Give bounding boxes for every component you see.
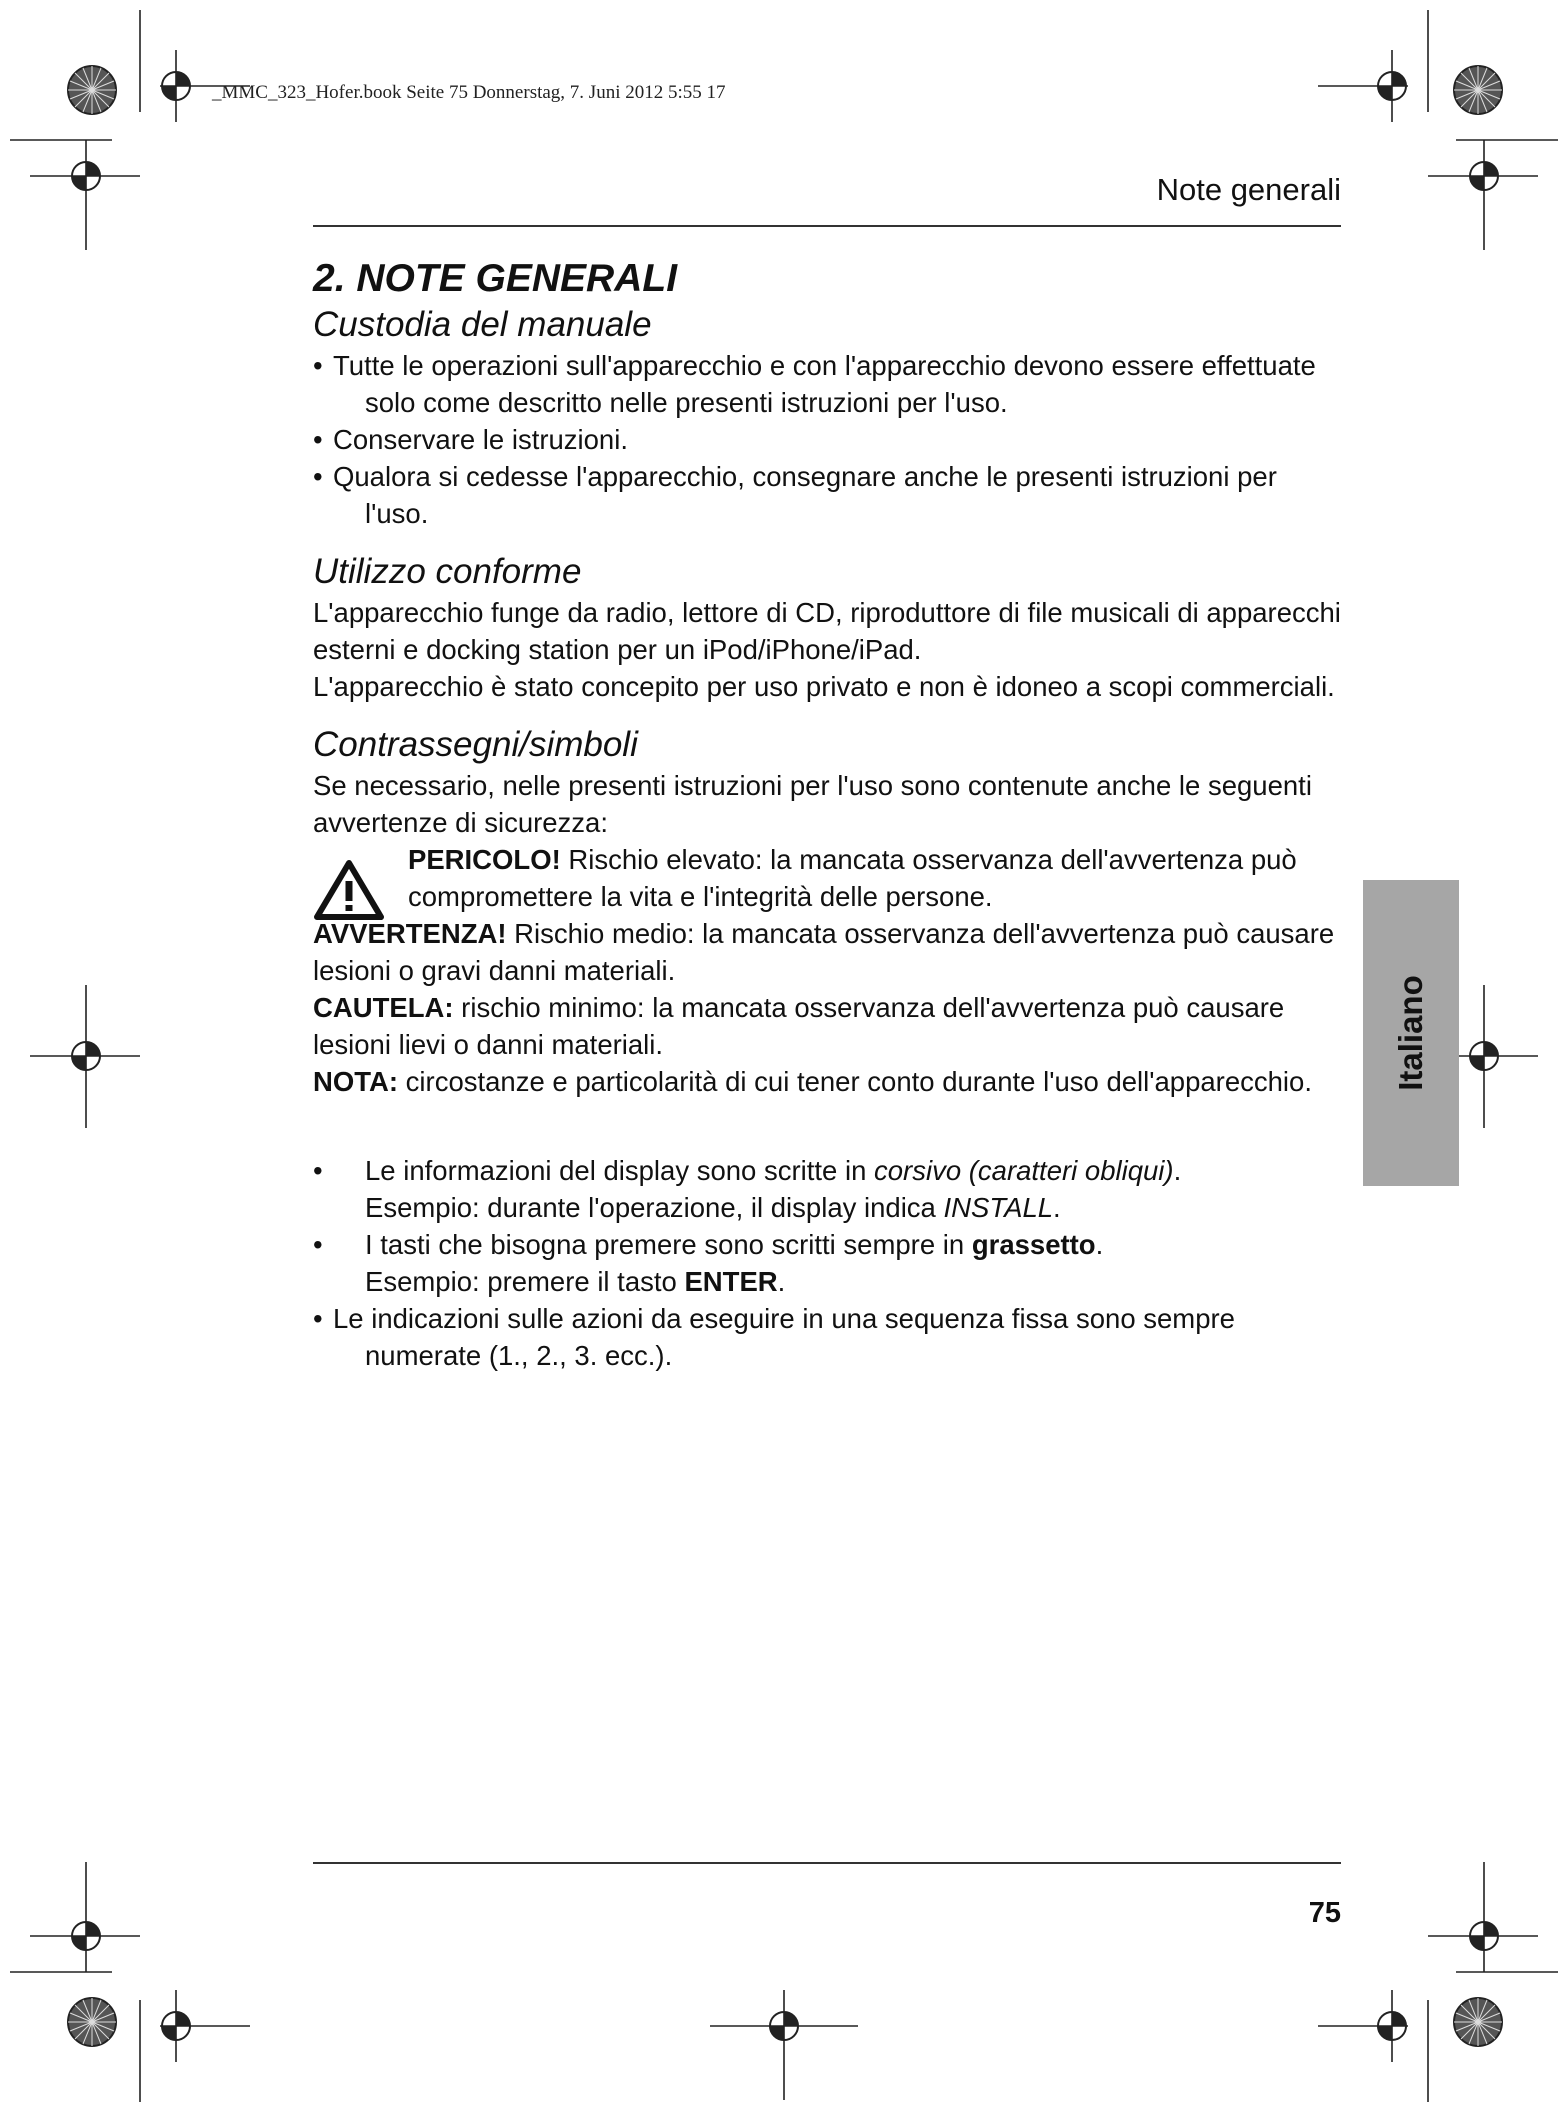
language-tab: [1363, 880, 1459, 1186]
list-item: • I tasti che bisogna premere sono scritti sempre in grassetto. Esempio: premere il tasto ENTER.: [313, 1229, 1104, 1297]
section-heading: Contrassegni/simboli: [313, 725, 638, 764]
list-item: • Tutte le operazioni sull'apparecchio e con l'apparecchio devono essere effettuate solo come descritto nelle presenti istruzioni per l'uso.: [313, 350, 1316, 418]
section-heading: Utilizzo conforme: [313, 552, 582, 591]
section-heading: Custodia del manuale: [313, 305, 652, 344]
print-slug: _MMC_323_Hofer.book Seite 75 Donnerstag, 7. Juni 2012 5:55 17: [212, 82, 726, 103]
page-content: [313, 255, 1343, 1374]
footer-rule: [313, 1862, 1341, 1864]
chapter-title: 2. NOTE GENERALI: [313, 257, 678, 300]
paragraph: Se necessario, nelle presenti istruzioni per l'uso sono contenute anche le seguenti avvertenze di sicurezza:: [313, 770, 1312, 838]
section-conventions: [313, 1152, 1343, 1374]
list-item: • Le indicazioni sulle azioni da eseguire in una sequenza fissa sono sempre numerate (1., 2., 3. ecc.).: [313, 1303, 1235, 1371]
running-head: Note generali: [1156, 172, 1341, 207]
list-item: • Le informazioni del display sono scritte in corsivo (caratteri obliqui). Esempio: durante l'operazione, il display indica INSTALL.: [313, 1155, 1182, 1223]
warning-notice: AVVERTENZA! Rischio medio: la mancata osservanza dell'avvertenza può causare lesioni o gravi danni materiali.: [313, 918, 1335, 986]
language-tab-label: Italiano: [1392, 975, 1429, 1091]
list-item: • Conservare le istruzioni.: [313, 424, 628, 455]
note-notice: NOTA: circostanze e particolarità di cui tener conto durante l'uso dell'apparecchio.: [313, 1066, 1312, 1097]
list-item: • Qualora si cedesse l'apparecchio, consegnare anche le presenti istruzioni per l'uso.: [313, 461, 1277, 529]
warning-triangle-icon: [313, 859, 385, 921]
section-custodia: [313, 303, 1343, 532]
danger-notice: PERICOLO! Rischio elevato: la mancata osservanza dell'avvertenza può compromettere la vita e l'integrità delle persone.: [313, 841, 1343, 915]
header-rule: [313, 225, 1341, 227]
paragraph: L'apparecchio è stato concepito per uso privato e non è idoneo a scopi commerciali.: [313, 671, 1335, 702]
danger-label: PERICOLO!: [408, 844, 561, 875]
paragraph: L'apparecchio funge da radio, lettore di CD, riproduttore di file musicali di apparecchi esterni e docking station per un iPod/iPhone/iPad.: [313, 597, 1341, 665]
section-utilizzo: [313, 550, 1343, 705]
caution-notice: CAUTELA: rischio minimo: la mancata osservanza dell'avvertenza può causare lesioni lievi o danni materiali.: [313, 992, 1285, 1060]
page-number: 75: [1308, 1897, 1341, 1929]
section-contrassegni: [313, 723, 1343, 1100]
